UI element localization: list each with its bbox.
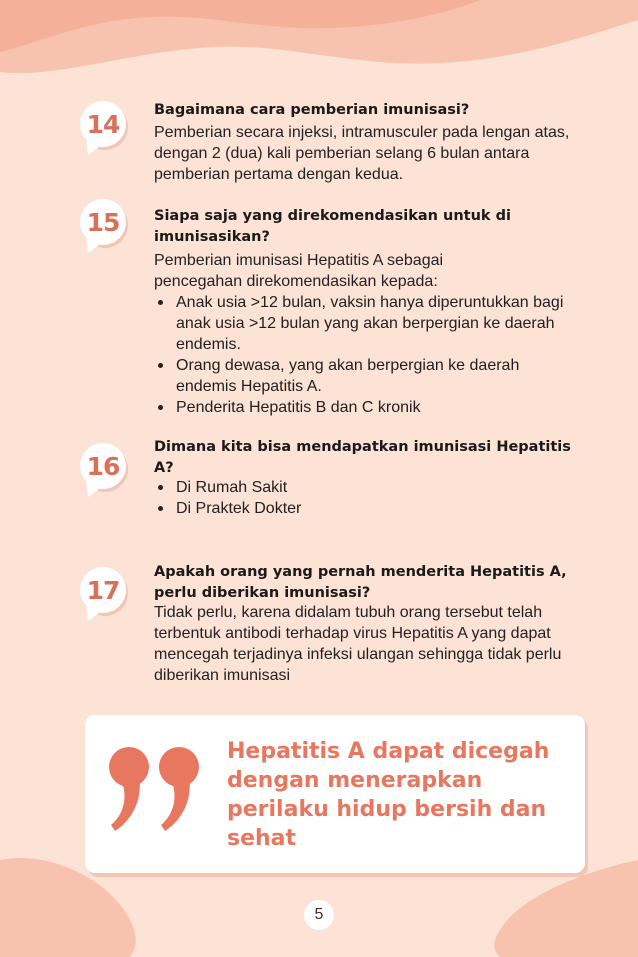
question-text: Apakah orang yang pernah menderita Hepatitis A, perlu diberikan imunisasi?	[154, 564, 567, 601]
number-badge	[80, 101, 126, 147]
question-text: Dimana kita bisa mendapatkan imunisasi Hepatitis A?	[154, 439, 571, 476]
question-number: 15	[86, 208, 120, 237]
list-item: Penderita Hepatitis B dan C kronik	[154, 397, 584, 418]
quote-text: Hepatitis A dapat dicegah dengan menerapkan perilaku hidup bersih dan sehat	[227, 739, 550, 851]
page-number: 5	[304, 900, 334, 930]
quotation-mark-icon	[107, 745, 207, 835]
question-text: Bagaimana cara pemberian imunisasi?	[154, 102, 470, 118]
list-item: Orang dewasa, yang akan berpergian ke daerah endemis Hepatitis A.	[154, 355, 584, 397]
question-number: 14	[86, 110, 120, 139]
top-wave-decoration	[0, 0, 638, 80]
number-badge	[80, 199, 126, 245]
number-badge	[80, 567, 126, 613]
answer-text: Pemberian imunisasi Hepatitis A sebagai pencegahan direkomendasikan kepada:	[154, 252, 444, 290]
list-item: Di Rumah Sakit	[154, 477, 584, 498]
bullet-list	[154, 292, 584, 418]
number-badge	[80, 443, 126, 489]
answer-text: Tidak perlu, karena didalam tubuh orang tersebut telah terbentuk antibodi terhadap virus Hepatitis A yang dapat mencegah terjadinya infeksi ulangan sehingga tidak perlu diberikan imunisasi	[154, 604, 562, 684]
bullet-list	[154, 477, 584, 519]
answer-text: Pemberian secara injeksi, intramusculer pada lengan atas, dengan 2 (dua) kali pemberian selang 6 bulan antara pemberian pertama dengan kedua.	[154, 124, 570, 183]
question-number: 17	[86, 576, 120, 605]
bottom-right-blob-decoration	[440, 860, 638, 957]
quote-card	[85, 715, 585, 873]
question-number: 16	[86, 452, 120, 481]
list-item: Di Praktek Dokter	[154, 498, 584, 519]
question-text: Siapa saja yang direkomendasikan untuk di imunisasikan?	[154, 208, 511, 245]
list-item: Anak usia >12 bulan, vaksin hanya diperuntukkan bagi anak usia >12 bulan yang akan berpergian ke daerah endemis.	[154, 292, 584, 355]
